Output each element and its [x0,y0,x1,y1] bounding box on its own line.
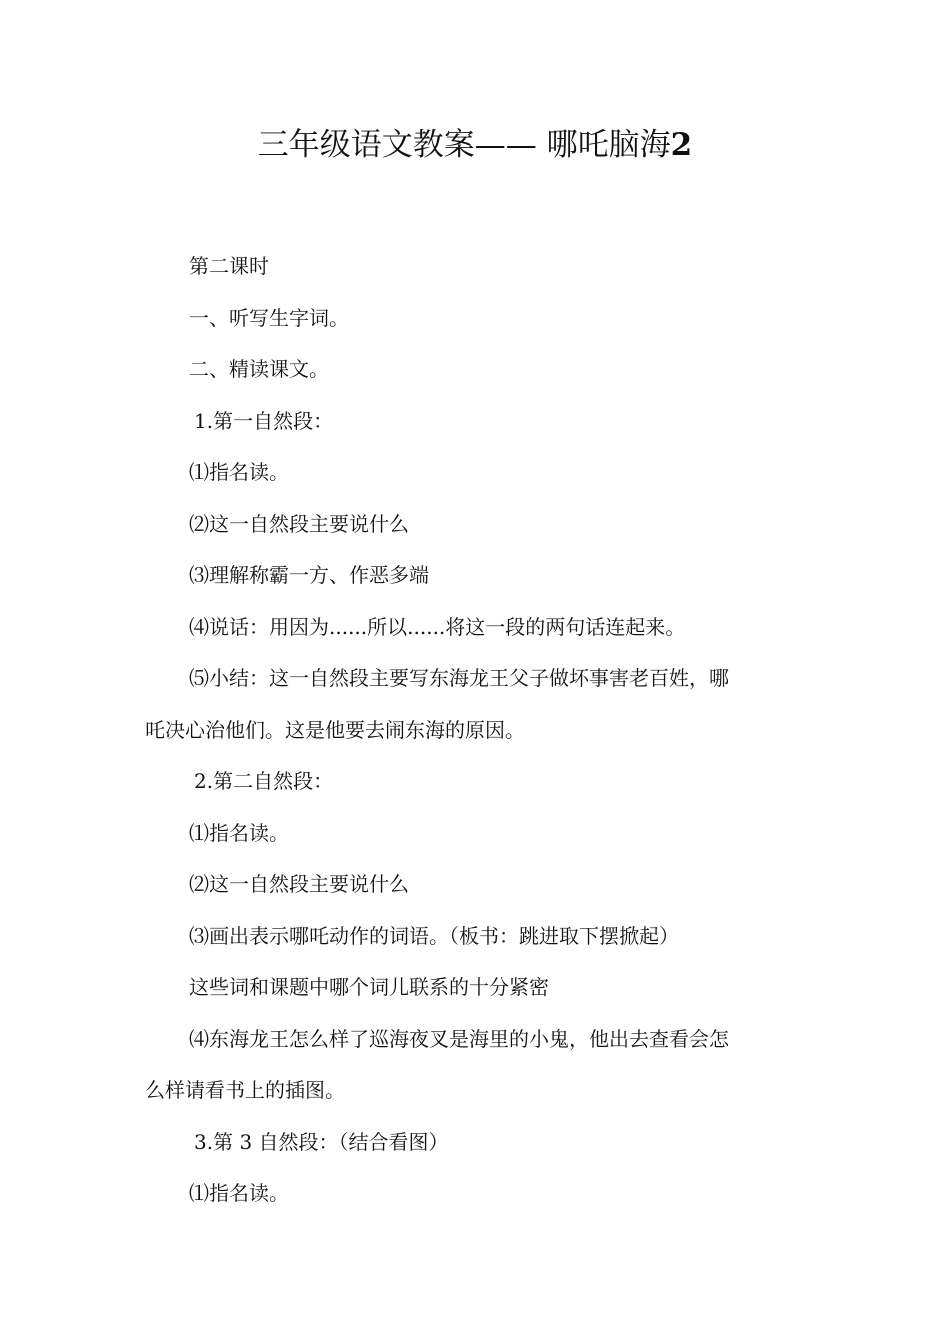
title-text: 三年级语文教案—— 哪吒脑海 [257,127,671,163]
title-number: 2 [670,127,693,163]
paragraph-line: ⑴指名读。 [189,460,289,484]
paragraph-line: 吒决心治他们。这是他要去闹东海的原因。 [145,717,525,742]
paragraph-line: ⑵这一自然段主要说什么 [189,872,409,896]
paragraph-line: 1.第一自然段： [194,408,334,433]
paragraph-line: ⑷东海龙王怎么样了巡海夜叉是海里的小鬼，他出去查看会怎 [189,1026,729,1051]
paragraph-line: 二、精读课文。 [189,357,329,381]
paragraph-line: ⑸小结：这一自然段主要写东海龙王父子做坏事害老百姓，哪 [189,666,729,690]
paragraph-line: 3.第 3 自然段：（结合看图） [194,1129,449,1154]
paragraph-line: 2.第二自然段： [194,769,334,793]
paragraph-line: 这些词和课题中哪个词儿联系的十分紧密 [189,975,549,999]
paragraph-line: 一、听写生字词。 [189,305,349,330]
document-body [145,246,805,1225]
paragraph-line: ⑶理解称霸一方、作恶多端 [189,563,429,587]
paragraph-line: 么样请看书上的插图。 [145,1078,345,1102]
paragraph-line: 第二课时 [189,254,269,278]
page-title [0,122,950,168]
paragraph-line: ⑶画出表示哪吒动作的词语。（板书：跳进取下摆掀起） [189,923,679,948]
paragraph-line: ⑴指名读。 [189,820,289,845]
paragraph-line: ⑷说话：用因为......所以......将这一段的两句话连起来。 [189,614,686,639]
paragraph-line: ⑵这一自然段主要说什么 [189,511,409,536]
paragraph-line: ⑴指名读。 [189,1181,289,1205]
